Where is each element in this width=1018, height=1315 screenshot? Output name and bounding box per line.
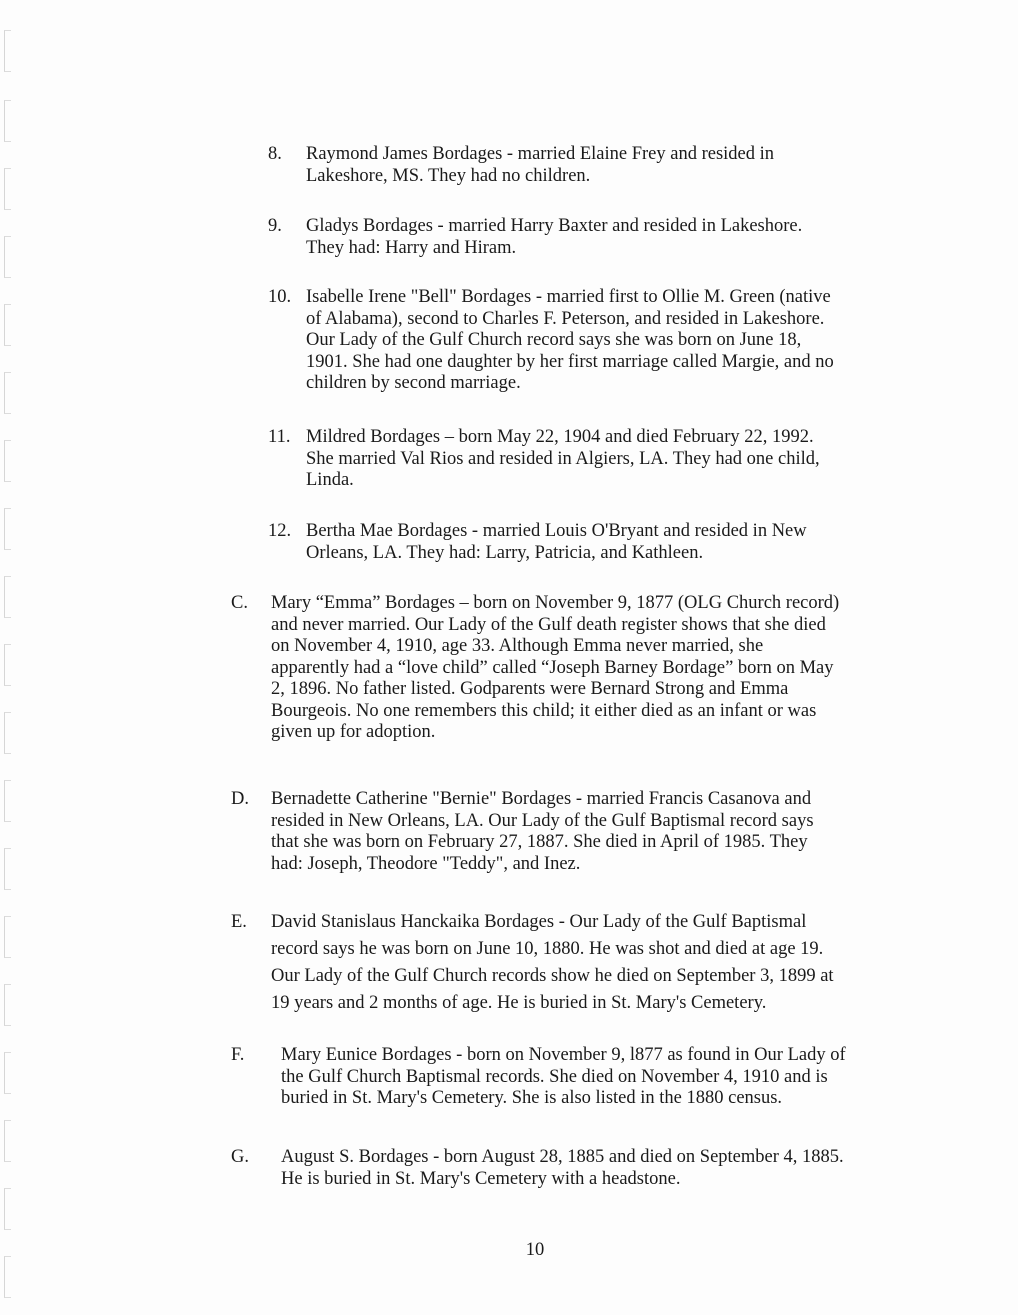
text-line: She married Val Rios and resided in Algiers, LA. They had one child, (306, 448, 820, 469)
binder-mark (4, 1120, 11, 1162)
text-line: children by second marriage. (306, 373, 521, 393)
binder-mark (4, 100, 11, 142)
text-line: apparently had a “love child” called “Joseph Barney Bordage” born on May (271, 657, 834, 678)
list-item-text (306, 427, 820, 492)
list-item-10 (268, 287, 834, 395)
binder-mark (4, 848, 11, 890)
binder-mark (4, 916, 11, 958)
list-marker: F. (231, 1045, 245, 1065)
text-line: Bernadette Catherine "Bernie" Bordages - married Francis Casanova and (271, 789, 812, 809)
text-line: Bertha Mae Bordages - married Louis O'Bryant and resided in New (306, 521, 807, 541)
binder-mark (4, 984, 11, 1026)
text-line: 1901. She had one daughter by her first marriage called Margie, and no (306, 351, 834, 372)
list-item-11 (268, 427, 820, 492)
list-marker: C. (231, 593, 248, 613)
text-line: Mary Eunice Bordages - born on November 9, l877 as found in Our Lady of (281, 1045, 846, 1065)
list-item-text (306, 216, 802, 259)
list-item-text (271, 789, 814, 875)
text-line: He is buried in St. Mary's Cemetery with a headstone. (281, 1168, 681, 1189)
text-line: Mary “Emma” Bordages – born on November 9, 1877 (OLG Church record) (271, 593, 840, 613)
text-line: 19 years and 2 months of age. He is buried in St. Mary's Cemetery. (271, 993, 767, 1013)
binder-mark (4, 30, 11, 72)
list-marker: 10. (268, 287, 292, 307)
binder-mark (4, 440, 11, 482)
binder-mark (4, 576, 11, 618)
binder-mark (4, 780, 11, 822)
list-marker: 8. (268, 144, 282, 164)
text-line: 2, 1896. No father listed. Godparents were Bernard Strong and Emma (271, 679, 789, 699)
list-marker: E. (231, 912, 247, 932)
list-item-f (231, 1045, 846, 1110)
binder-mark (4, 236, 11, 278)
list-item-text (306, 144, 774, 187)
list-marker: 12. (268, 521, 292, 541)
text-line: Our Lady of the Gulf Church record says she was born on June 18, (306, 330, 802, 350)
binder-mark (4, 304, 11, 346)
text-line: resided in New Orleans, LA. Our Lady of the Gulf Baptismal record says (271, 810, 814, 831)
list-item-c (231, 593, 839, 744)
text-line: Mildred Bordages – born May 22, 1904 and died February 22, 1992. (306, 427, 814, 447)
text-line: August S. Bordages - born August 28, 1885 and died on September 4, 1885. (281, 1147, 844, 1167)
binder-mark (4, 1188, 11, 1230)
text-line: Orleans, LA. They had: Larry, Patricia, and Kathleen. (306, 542, 704, 563)
list-item-text (281, 1045, 846, 1110)
text-line: Our Lady of the Gulf Church records show he died on September 3, 1899 at (271, 966, 834, 986)
list-item-text (306, 521, 807, 564)
binder-mark (4, 644, 11, 686)
list-marker: 9. (268, 216, 282, 236)
binder-mark (4, 1256, 11, 1298)
text-line: that she was born on February 27, 1887. She died in April of 1985. They (271, 832, 808, 852)
list-marker: G. (231, 1147, 249, 1167)
list-item-text (306, 287, 834, 395)
binder-mark (4, 372, 11, 414)
text-line: and never married. Our Lady of the Gulf death register shows that she died (271, 614, 826, 635)
list-marker: 11. (268, 427, 291, 447)
list-item-e (231, 909, 834, 1017)
text-line: Raymond James Bordages - married Elaine Frey and resided in (306, 144, 775, 164)
text-line: given up for adoption. (271, 722, 436, 742)
text-line: of Alabama), second to Charles F. Peterson, and resided in Lakeshore. (306, 308, 825, 329)
binder-mark (4, 508, 11, 550)
list-item-8 (268, 144, 774, 187)
list-item-d (231, 789, 814, 875)
text-line: Linda. (306, 470, 354, 490)
text-line: record says he was born on June 10, 1880. He was shot and died at age 19. (271, 939, 824, 959)
binder-mark (4, 1052, 11, 1094)
text-line: Bourgeois. No one remembers this child; it either died as an infant or was (271, 700, 817, 721)
text-line: on November 4, 1910, age 33. Although Emma never married, she (271, 636, 764, 656)
list-item-12 (268, 521, 807, 564)
text-line: had: Joseph, Theodore "Teddy", and Inez. (271, 853, 581, 874)
text-line: Lakeshore, MS. They had no children. (306, 165, 591, 186)
list-item-9 (268, 216, 802, 259)
text-line: David Stanislaus Hanckaika Bordages - Our Lady of the Gulf Baptismal (271, 912, 807, 932)
text-line: buried in St. Mary's Cemetery. She is also listed in the 1880 census. (281, 1088, 783, 1108)
binder-mark (4, 168, 11, 210)
text-line: Gladys Bordages - married Harry Baxter and resided in Lakeshore. (306, 216, 803, 236)
list-item-text (281, 1147, 844, 1190)
text-line: Isabelle Irene "Bell" Bordages - married first to Ollie M. Green (native (306, 287, 831, 307)
text-line: They had: Harry and Hiram. (306, 237, 517, 258)
text-line: the Gulf Church Baptismal records. She died on November 4, 1910 and is (281, 1066, 828, 1087)
page-number: 10 (525, 1240, 545, 1260)
list-marker: D. (231, 789, 249, 809)
list-item-text (271, 593, 839, 744)
binder-mark (4, 712, 11, 754)
list-item-g (231, 1147, 844, 1190)
list-item-text (271, 909, 834, 1017)
